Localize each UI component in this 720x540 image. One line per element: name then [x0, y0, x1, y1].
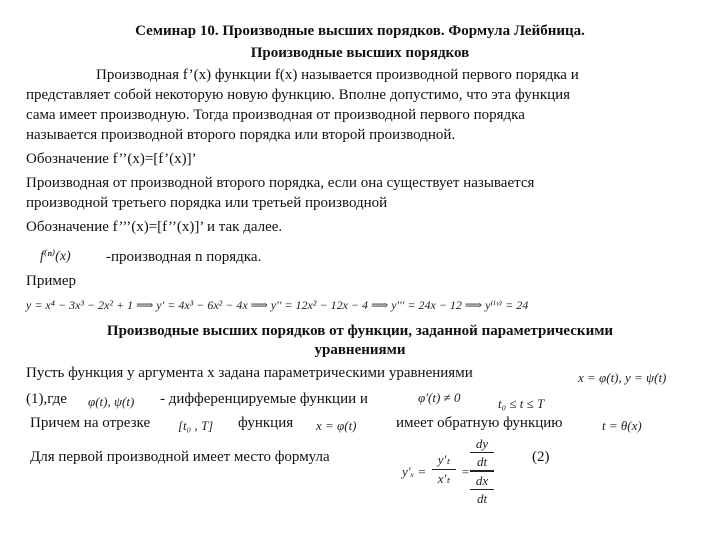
paragraph-2-line-1: Производная от производной второго порядка, если она существует называется	[26, 175, 535, 191]
phi-prime-nonzero-formula: φ′(t) ≠ 0	[418, 390, 461, 405]
formula-lhs: y′ₓ =	[402, 464, 427, 479]
param-line-3-text-c: имеет обратную функцию	[396, 415, 563, 431]
formula-fraction-1-numerator: y′ₜ	[437, 452, 451, 467]
formula-dy: dy	[475, 436, 489, 451]
example-formula: y = x⁴ − 3x³ − 2x² + 1 ⟹ y′ = 4x³ − 6x² − 4x ⟹ y′′ = 12x² − 12x − 4 ⟹ y′′′ = 24x − 12 ⟹ y⁽ⁱᵛ⁾ = 24	[26, 298, 529, 312]
param-line-2-text-a: (1),где	[26, 391, 67, 407]
formula-number: (2)	[532, 449, 550, 465]
param-line-2-text-b: - дифференцируемые функции и	[160, 391, 368, 407]
param-equations-formula: x = φ(t), y = ψ(t)	[578, 370, 667, 385]
section-2-heading-line-1: Производные высших порядков от функции, заданной параметрическими	[106, 323, 614, 339]
param-line-1-text: Пусть функция y аргумента x задана параметрическими уравнениями	[26, 365, 473, 381]
segment-formula: [t₀ , T]	[178, 418, 214, 433]
x-phi-formula: x = φ(t)	[316, 418, 357, 433]
section-2-heading-line-2: уравнениями	[314, 342, 406, 358]
formula-fraction-1	[432, 452, 456, 487]
fraction-bar	[432, 469, 456, 470]
formula-dt-1: dt	[476, 454, 488, 469]
page-subtitle: Производные высших порядков	[250, 45, 470, 61]
example-label: Пример	[26, 273, 77, 289]
formula-dx: dx	[475, 473, 489, 488]
third-derivative-notation: Обозначение f’’’(x)=[f’’(x)]’ и так далее.	[26, 219, 283, 235]
nth-derivative-text: -производная n порядка.	[106, 249, 262, 265]
formula-dt-2: dt	[476, 491, 488, 506]
fraction-bar	[470, 452, 494, 453]
main-fraction-bar	[470, 470, 494, 472]
formula-fraction-2	[470, 436, 494, 506]
paragraph-1-line-3: сама имеет производную. Тогда производная от производной первого порядка	[26, 107, 525, 123]
param-line-3-text-a: Причем на отрезке	[30, 415, 151, 431]
paragraph-2-line-2: производной третьего порядка или третьей производной	[26, 195, 388, 211]
paragraph-1-line-1: Производная f’(x) функции f(x) называется производной первого порядка и	[96, 67, 579, 83]
fraction-bar	[470, 489, 494, 490]
formula-equals: =	[461, 464, 470, 479]
paragraph-1-line-4: называется производной второго порядка или второй производной.	[26, 127, 456, 143]
first-derivative-text: Для первой производной имеет место формула	[30, 449, 330, 465]
nth-derivative-formula: f⁽ⁿ⁾(x)	[40, 249, 71, 264]
interval-formula: t₀ ≤ t ≤ T	[498, 396, 545, 411]
page-title: Семинар 10. Производные высших порядков. Формула Лейбница.	[135, 23, 585, 39]
inverse-function-formula: t = θ(x)	[602, 418, 642, 433]
second-derivative-notation: Обозначение f’’(x)=[f’(x)]’	[26, 151, 197, 167]
phi-psi-formula: φ(t), ψ(t)	[88, 394, 135, 409]
formula-fraction-1-denominator: x′ₜ	[437, 471, 451, 486]
paragraph-1-line-2: представляет собой некоторую новую функцию. Вполне допустимо, что эта функция	[26, 87, 571, 103]
param-line-3-text-b: функция	[238, 415, 294, 431]
